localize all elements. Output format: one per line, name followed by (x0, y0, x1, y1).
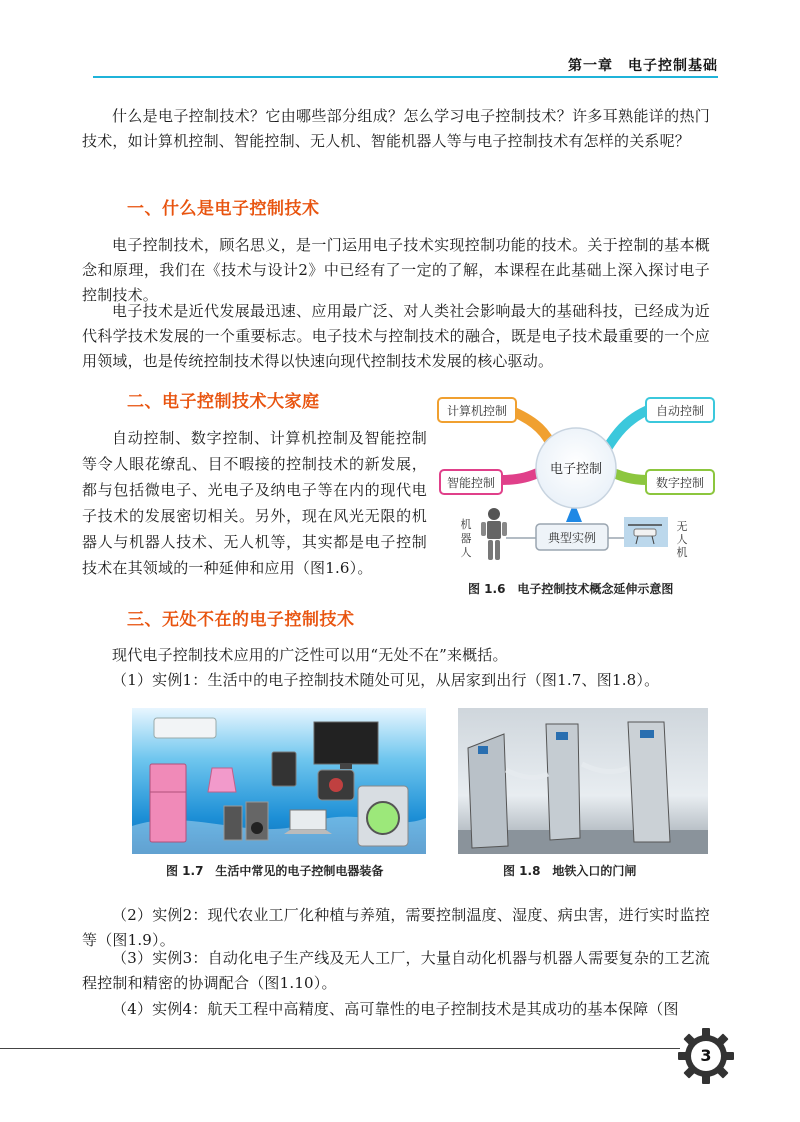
drone-label-3: 机 (676, 546, 688, 559)
chapter-title: 第一章 电子控制基础 (568, 58, 718, 74)
air-conditioner-icon (154, 718, 216, 738)
connector-auto (606, 410, 648, 450)
figure-1-6-caption: 图 1.6 电子控制技术概念延伸示意图 (468, 582, 674, 596)
robot-label-2: 器 (460, 532, 472, 545)
section2-paragraph: 自动控制、数字控制、计算机控制及智能控制等令人眼花缭乱、目不暇接的控制技术的新发展，都与包括微电子、光电子及纳电子等在内的现代电子技术的发展密切相关。另外，现在风光无限的机器人与机器人技术、无人机等，其实都是电子控制技术在其领域的一种延伸和应用（图1.6）。 (82, 429, 427, 577)
example-2: （2）实例2：现代农业工厂化种植与养殖，需要控制温度、湿度、病虫害，进行实时监控等（图1.9）。 (82, 906, 710, 949)
example-4: （4）实例4：航天工程中高精度、高可靠性的电子控制技术是其成功的基本保障（图 (112, 1000, 679, 1018)
drone-label-1: 无 (676, 520, 688, 533)
laptop-icon (290, 810, 326, 830)
speaker-right-icon (246, 802, 268, 840)
section1-paragraph-2: 电子技术是近代发展最迅速、应用最广泛、对人类社会影响最大的基础科技，已经成为近代科学技术发展的一个重要标志。电子技术与控制技术的融合，既是电子技术最重要的一个应用领域，也是传统控制技术得以快速向现代控制技术发展的核心驱动。 (82, 302, 710, 370)
section3-paragraph-2: （1）实例1：生活中的电子控制技术随处可见，从居家到出行（图1.7、图1.8）。 (112, 671, 660, 689)
figure-1-7-appliances (132, 708, 426, 854)
figure-1-8-caption: 图 1.8 地铁入口的门闸 (503, 864, 637, 878)
robot-label-1: 机 (460, 518, 472, 531)
tablet-icon (272, 752, 296, 786)
section3-heading: 三、无处不在的电子控制技术 (127, 610, 355, 630)
node-digital-control-label: 数字控制 (655, 476, 705, 490)
speaker-left-icon (224, 806, 242, 840)
figure-1-6-concept-map (436, 392, 718, 574)
gate-right-icon (628, 722, 670, 842)
footer-rule (0, 1048, 680, 1049)
robot-illustration (481, 508, 507, 560)
tv-icon (314, 722, 378, 764)
robot-label-3: 人 (460, 546, 472, 559)
page-number: 3 (700, 1046, 712, 1065)
connector-intelligent (501, 472, 540, 480)
section3-paragraph-1: 现代电子控制技术应用的广泛性可以用“无处不在”来概括。 (112, 646, 508, 664)
connector-digital (616, 474, 648, 480)
node-intelligent-control-label: 智能控制 (446, 476, 496, 490)
drone-label-2: 人 (676, 533, 688, 546)
node-typical-example-label: 典型实例 (547, 531, 597, 545)
figure-1-7-caption: 图 1.7 生活中常见的电子控制电器装备 (166, 864, 384, 878)
section1-paragraph-1: 电子控制技术，顾名思义，是一门运用电子技术实现控制功能的技术。关于控制的基本概念和原理，我们在《技术与设计2》中已经有了一定的了解，本课程在此基础上深入探讨电子控制技术。 (82, 236, 710, 304)
kettle-icon (208, 768, 236, 792)
fridge-icon (150, 764, 186, 842)
example-3: （3）实例3：自动化电子生产线及无人工厂，大量自动化机器与机器人需要复杂的工艺流程控制和精密的协调配合（图1.10）。 (82, 949, 710, 992)
node-auto-control-label: 自动控制 (655, 404, 705, 418)
figure-1-8-subway-gates (458, 708, 708, 854)
section2-heading: 二、电子控制技术大家庭 (127, 392, 320, 412)
intro-paragraph: 什么是电子控制技术？它由哪些部分组成？怎么学习电子控制技术？许多耳熟能详的热门技术，如计算机控制、智能控制、无人机、智能机器人等与电子控制技术有怎样的关系呢？ (82, 107, 710, 150)
drone-illustration (624, 517, 668, 547)
center-node-label: 电子控制 (549, 462, 603, 477)
node-computer-control-label: 计算机控制 (446, 404, 508, 418)
section1-heading: 一、什么是电子控制技术 (127, 199, 320, 219)
gate-middle-icon (546, 724, 580, 840)
header-rule (93, 76, 718, 78)
